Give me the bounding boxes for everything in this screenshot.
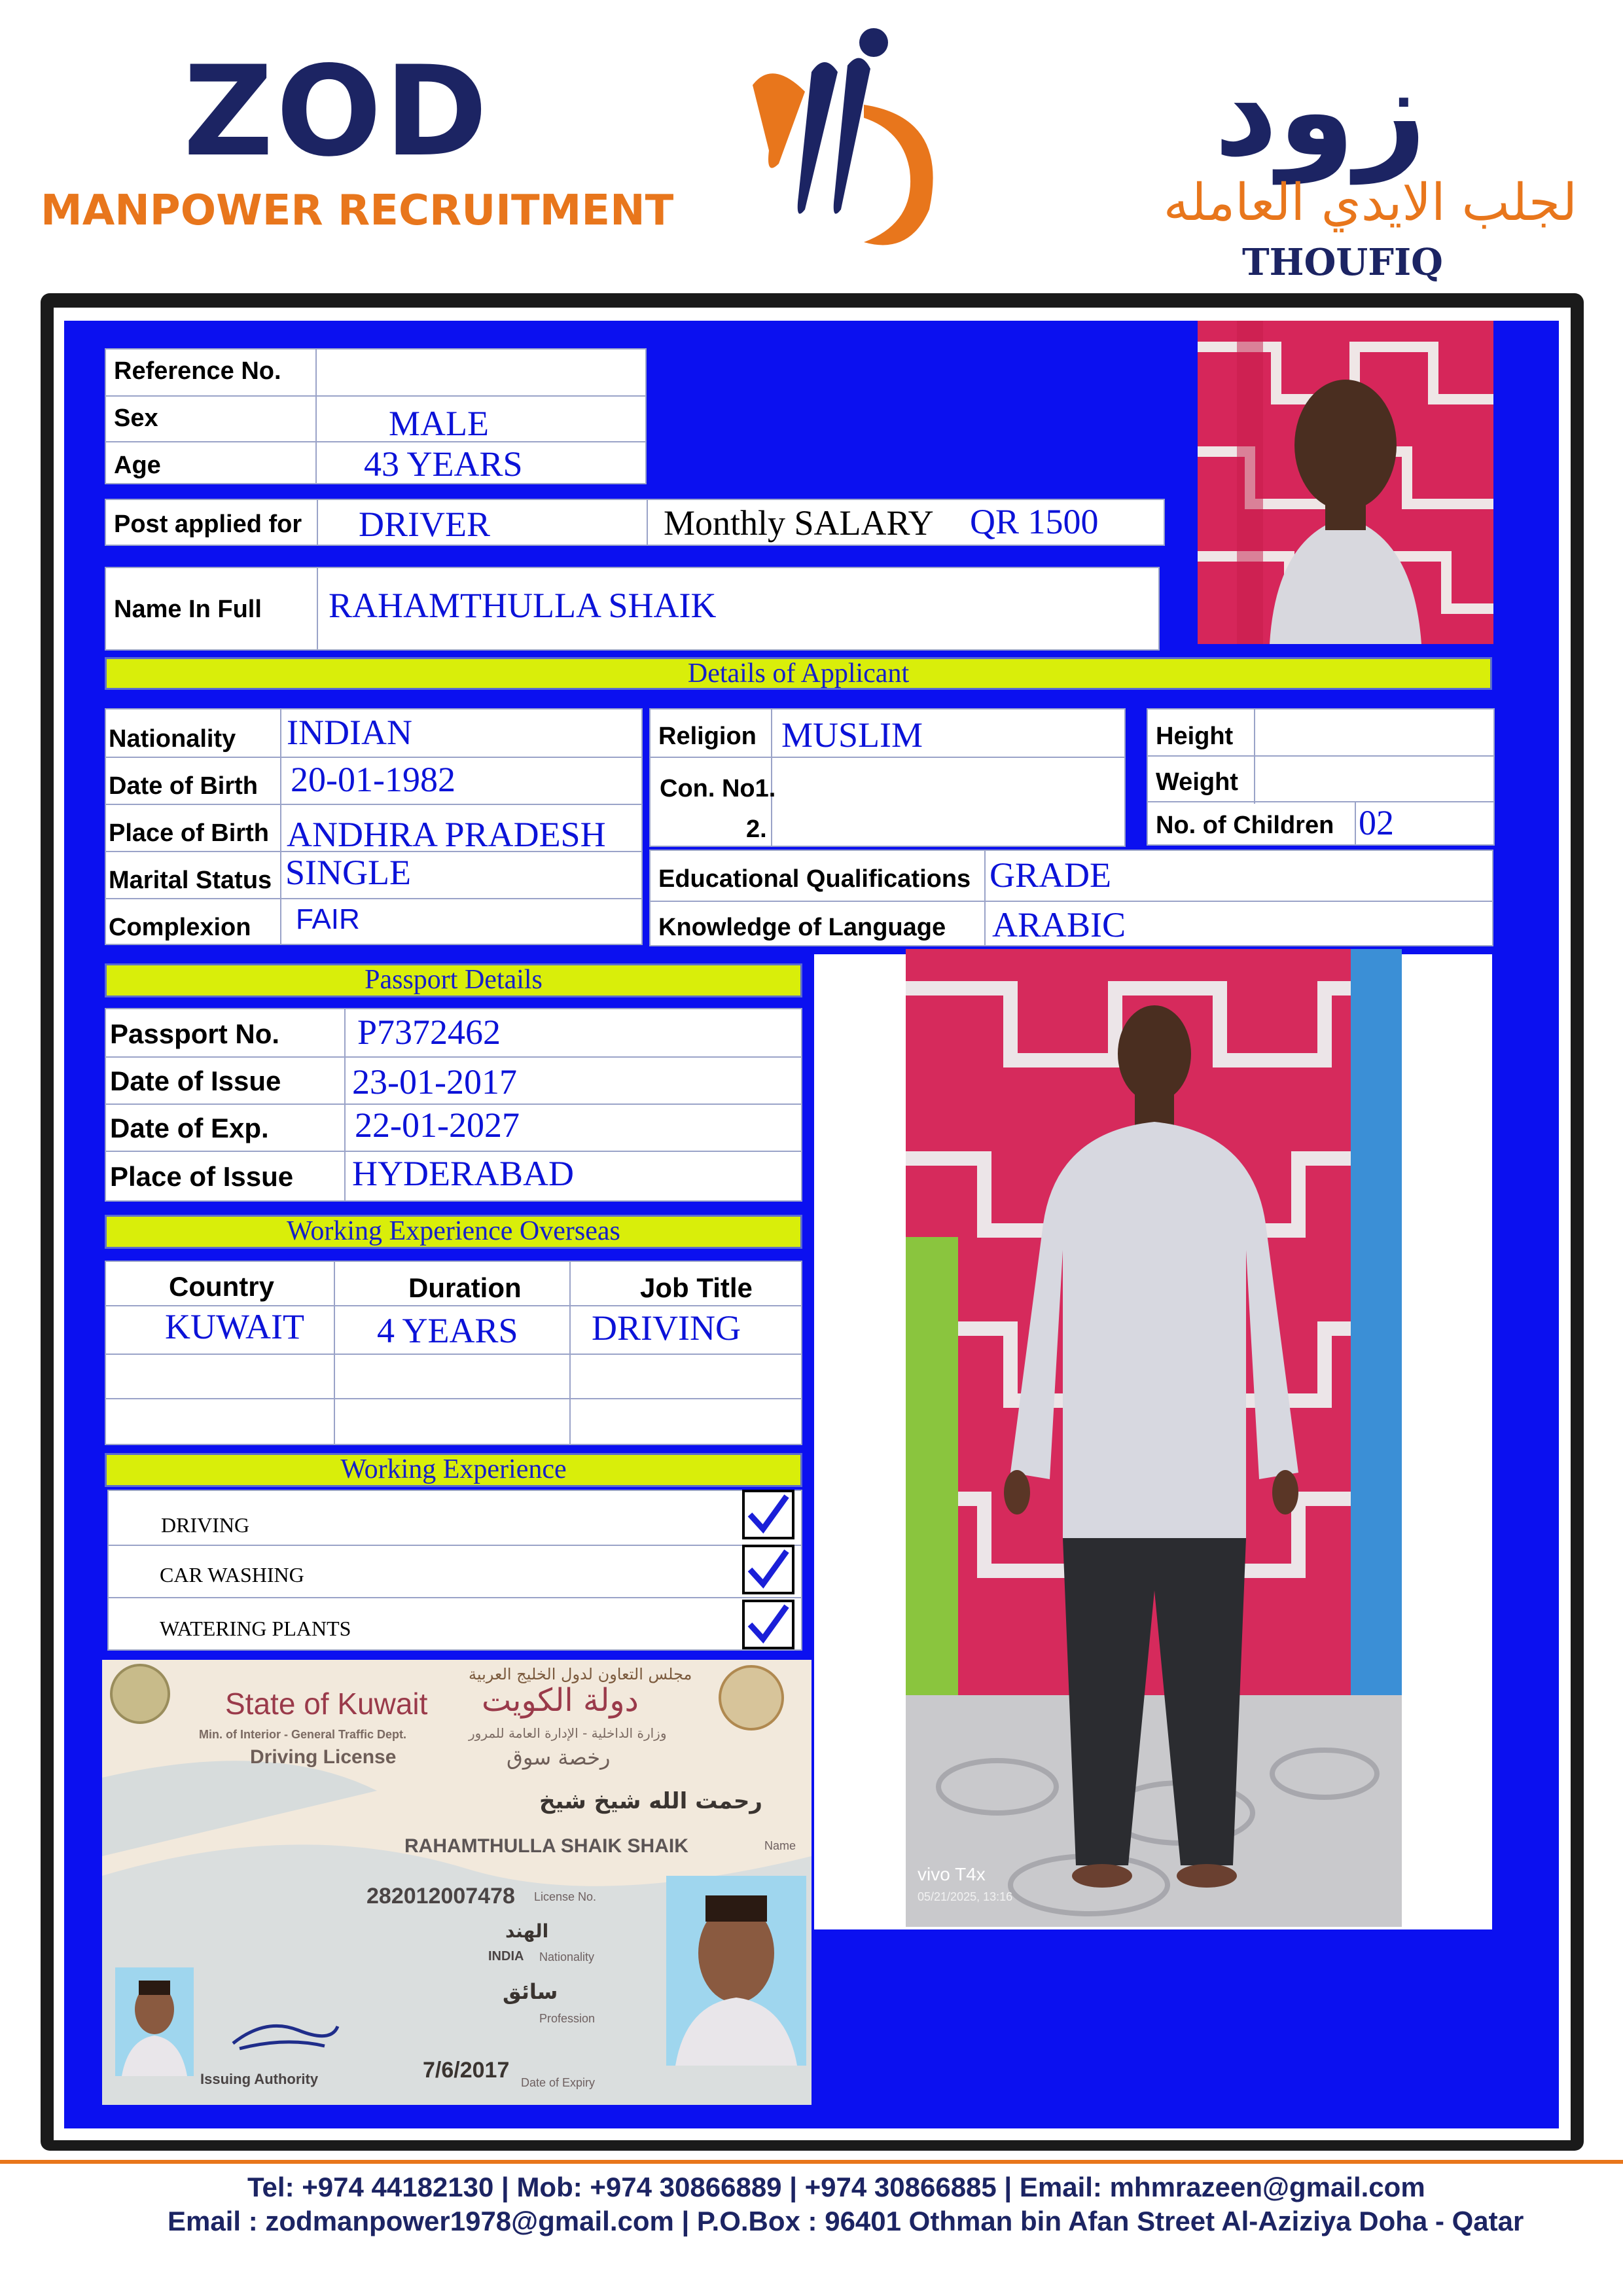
reference-label: Reference No. <box>114 357 281 385</box>
license-name-en: RAHAMTHULLA SHAIK SHAIK <box>404 1835 688 1857</box>
checkmark-icon <box>745 1602 792 1647</box>
issue-date-label: Date of Issue <box>110 1066 281 1096</box>
applicant-full-photo <box>906 949 1402 1927</box>
post-salary-row <box>105 499 1165 546</box>
name-row <box>105 567 1160 651</box>
license-expiry-tag: Date of Expiry <box>521 2076 596 2089</box>
footer-divider <box>0 2160 1623 2164</box>
license-nationality-en: INDIA <box>488 1949 524 1964</box>
expiry-date-label: Date of Exp. <box>110 1113 269 1143</box>
license-nationality-tag: Nationality <box>539 1950 595 1964</box>
experience-item: WATERING PLANTS <box>160 1617 351 1640</box>
complexion-label: Complexion <box>109 914 251 941</box>
height-label: Height <box>1156 723 1234 750</box>
license-profession-tag: Profession <box>539 2012 596 2025</box>
religion-table <box>649 708 1126 847</box>
brand-subtitle: MANPOWER RECRUITMENT <box>41 187 674 235</box>
license-issuing-authority: Issuing Authority <box>200 2071 319 2087</box>
pob-value: ANDHRA PRADESH <box>287 815 606 854</box>
passport-table <box>105 1008 802 1202</box>
overseas-header: Working Experience Overseas <box>105 1215 802 1249</box>
dob-value: 20-01-1982 <box>291 760 455 799</box>
driving-license-image <box>102 1660 812 2105</box>
license-ministry-ar: وزارة الداخلية - الإدارة العامة للمرور <box>469 1725 667 1741</box>
salary-value: QR 1500 <box>970 502 1099 541</box>
photo-watermark: vivo T4x <box>918 1864 986 1884</box>
footer-contact-line: Tel: +974 44182130 | Mob: +974 30866889 | +974 30866885 | Email: mhmrazeen@gmail.com <box>247 2172 1425 2202</box>
details-header: Details of Applicant <box>105 657 1492 690</box>
experience-list <box>107 1490 802 1651</box>
education-label: Educational Qualifications <box>658 865 971 893</box>
salary-label: Monthly SALARY <box>664 503 934 543</box>
brand-name: ZOD <box>183 39 491 184</box>
overseas-table <box>105 1261 802 1445</box>
license-state-ar: دولة الكويت <box>482 1682 639 1719</box>
license-doc-en: Driving License <box>250 1746 397 1768</box>
physical-table <box>1147 708 1495 846</box>
license-number: 282012007478 <box>366 1884 515 1909</box>
language-value: ARABIC <box>992 905 1126 944</box>
overseas-duration: 4 YEARS <box>377 1311 518 1350</box>
checkmark-icon <box>745 1547 792 1592</box>
license-profession-ar: سائق <box>503 1979 558 2004</box>
children-value: 02 <box>1359 803 1394 842</box>
col-job-title: Job Title <box>640 1272 753 1303</box>
marital-label: Marital Status <box>109 867 272 894</box>
sex-value: MALE <box>389 404 489 443</box>
license-state-en: State of Kuwait <box>225 1687 428 1721</box>
nationality-value: INDIAN <box>287 713 412 752</box>
contact2-label: 2. <box>746 816 767 843</box>
license-number-tag: License No. <box>534 1890 597 1903</box>
license-expiry: 7/6/2017 <box>423 2058 510 2083</box>
license-main-photo <box>666 1876 806 2066</box>
col-country: Country <box>169 1271 274 1302</box>
issue-place-value: HYDERABAD <box>352 1154 575 1193</box>
weight-label: Weight <box>1156 768 1238 796</box>
post-value: DRIVER <box>359 505 490 544</box>
age-value: 43 YEARS <box>364 444 523 484</box>
brand-arabic-name: زود <box>1214 39 1427 184</box>
license-ministry: Min. of Interior - General Traffic Dept. <box>199 1728 407 1741</box>
personal-details-table <box>105 708 643 945</box>
gcc-seal-icon <box>110 1664 170 1724</box>
col-duration: Duration <box>408 1272 522 1303</box>
passport-no-value: P7372462 <box>357 1013 501 1052</box>
experience-item: CAR WASHING <box>160 1563 304 1587</box>
religion-label: Religion <box>658 723 757 750</box>
age-label: Age <box>114 452 161 479</box>
dob-label: Date of Birth <box>109 772 258 800</box>
issue-place-label: Place of Issue <box>110 1161 294 1192</box>
license-small-photo <box>115 1967 194 2076</box>
photo-timestamp: 05/21/2025, 13:16 <box>918 1890 1013 1903</box>
overseas-country: KUWAIT <box>165 1307 304 1346</box>
experience-checkbox <box>742 1600 794 1649</box>
complexion-value: FAIR <box>296 903 360 935</box>
post-label: Post applied for <box>114 511 302 538</box>
experience-header: Working Experience <box>105 1453 802 1487</box>
contact1-label: Con. No1. <box>660 775 776 802</box>
issue-date-value: 23-01-2017 <box>352 1062 517 1102</box>
license-name-tag: Name <box>764 1839 796 1852</box>
pob-label: Place of Birth <box>109 819 269 847</box>
passport-no-label: Passport No. <box>110 1018 280 1049</box>
religion-value: MUSLIM <box>781 715 923 755</box>
sex-label: Sex <box>114 404 158 432</box>
experience-checkbox <box>742 1490 794 1539</box>
license-name-ar: رحمت الله شيخ شيخ <box>539 1788 762 1814</box>
overseas-job: DRIVING <box>592 1308 741 1348</box>
license-nationality-ar: الهند <box>505 1920 549 1942</box>
children-label: No. of Children <box>1156 812 1334 839</box>
passport-header: Passport Details <box>105 963 802 997</box>
footer-address-line: Email : zodmanpower1978@gmail.com | P.O.Box : 96401 Othman bin Afan Street Al-Aziziya Doha - Qatar <box>168 2206 1524 2236</box>
license-doc-ar: رخصة سوق <box>507 1745 611 1770</box>
name-label: Name In Full <box>114 596 262 623</box>
name-value: RAHAMTHULLA SHAIK <box>329 586 717 625</box>
education-table <box>649 850 1493 946</box>
kuwait-emblem-icon <box>719 1665 784 1731</box>
language-label: Knowledge of Language <box>658 914 946 941</box>
nationality-label: Nationality <box>109 725 236 753</box>
applicant-headshot <box>1198 321 1493 644</box>
expiry-date-value: 22-01-2027 <box>355 1105 520 1145</box>
experience-item: DRIVING <box>161 1513 250 1537</box>
reference-table <box>105 348 647 484</box>
experience-checkbox <box>742 1545 794 1594</box>
education-value: GRADE <box>990 855 1111 895</box>
marital-value: SINGLE <box>285 853 411 892</box>
checkmark-icon <box>745 1492 792 1537</box>
brand-arabic-subtitle: لجلب الايدي العامله <box>1163 173 1577 232</box>
brand-logo-icon <box>733 13 942 262</box>
license-gcc-ar: مجلس التعاون لدول الخليج العربية <box>469 1665 692 1683</box>
signature-icon <box>226 2017 344 2056</box>
agent-name: THOUFIQ <box>1242 241 1443 284</box>
